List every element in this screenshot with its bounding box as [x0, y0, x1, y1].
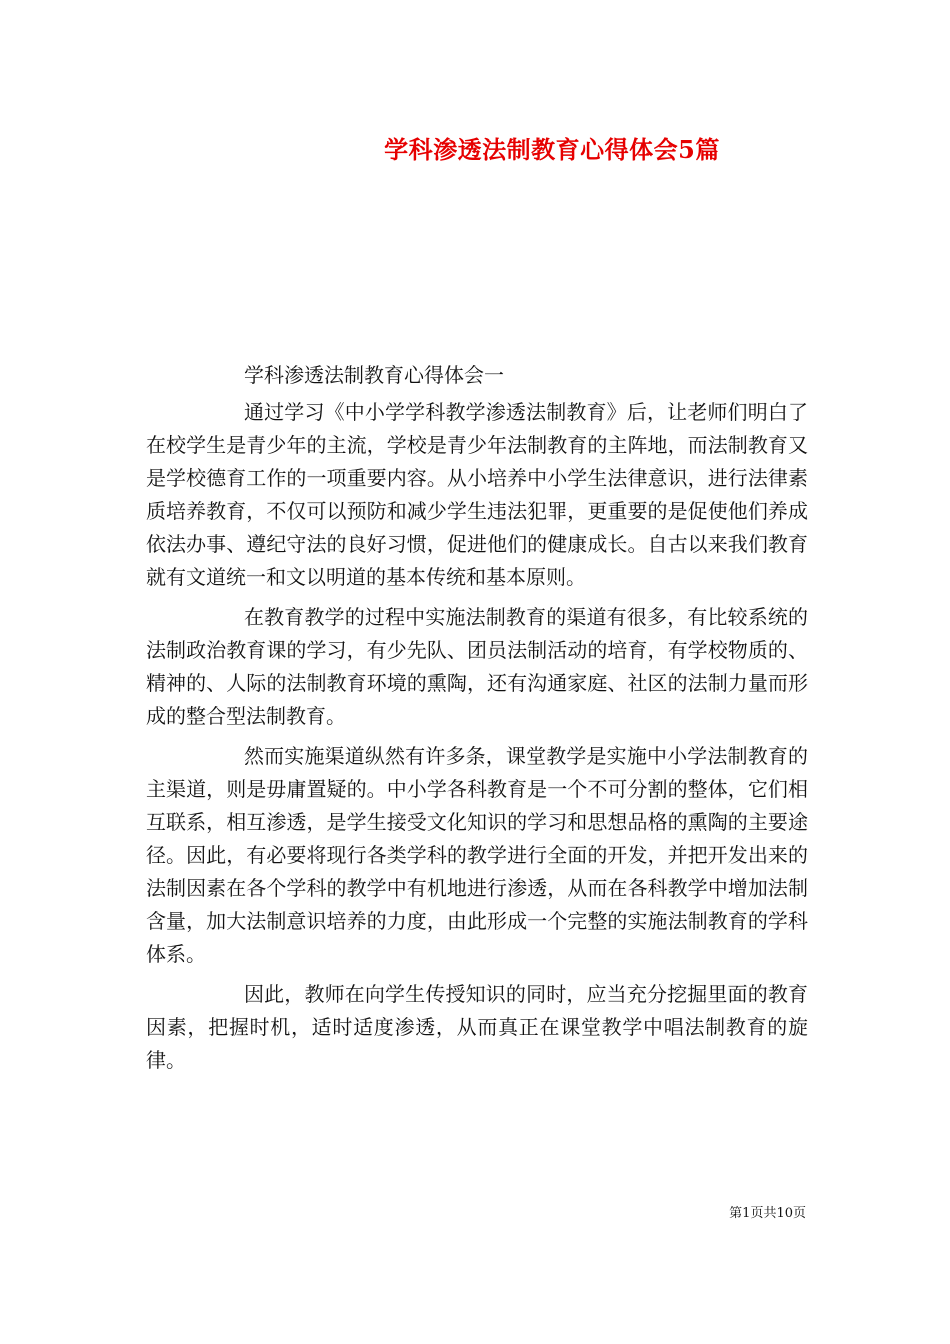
- document-body: [146, 356, 808, 1077]
- paragraph: 在教育教学的过程中实施法制教育的渠道有很多，有比较系统的法制政治教育课的学习，有少先队、团员法制活动的培育，有学校物质的、精神的、人际的法制教育环境的熏陶，还有沟通家庭、社区的法制力量而形成的整合型法制教育。: [146, 605, 808, 728]
- paragraph: 然而实施渠道纵然有许多条，课堂教学是实施中小学法制教育的主渠道，则是毋庸置疑的。中小学各科教育是一个不可分割的整体，它们相互联系，相互渗透，是学生接受文化知识的学习和思想品格的熏陶的主要途径。因此，有必要将现行各类学科的教学进行全面的开发，并把开发出来的法制因素在各个学科的教学中有机地进行渗透，从而在各科教学中增加法制含量，加大法制意识培养的力度，由此形成一个完整的实施法制教育的学科体系。: [146, 744, 808, 966]
- paragraph: 通过学习《中小学学科教学渗透法制教育》后，让老师们明白了在校学生是青少年的主流，学校是青少年法制教育的主阵地，而法制教育又是学校德育工作的一项重要内容。从小培养中小学生法律意识，进行法律素质培养教育，不仅可以预防和减少学生违法犯罪，更重要的是促使他们养成依法办事、遵纪守法的良好习惯，促进他们的健康成长。自古以来我们教育就有文道统一和文以明道的基本传统和基本原则。: [146, 400, 808, 589]
- page-number: 第1页共10页: [729, 1206, 806, 1221]
- paragraph: 因此，教师在向学生传授知识的同时，应当充分挖掘里面的教育因素，把握时机，适时适度渗透，从而真正在课堂教学中唱法制教育的旋律。: [146, 982, 808, 1072]
- page-title-text: 学科渗透法制教育心得体会5篇: [384, 135, 720, 164]
- section-heading: 学科渗透法制教育心得体会一: [244, 363, 504, 387]
- page-title: [0, 132, 950, 168]
